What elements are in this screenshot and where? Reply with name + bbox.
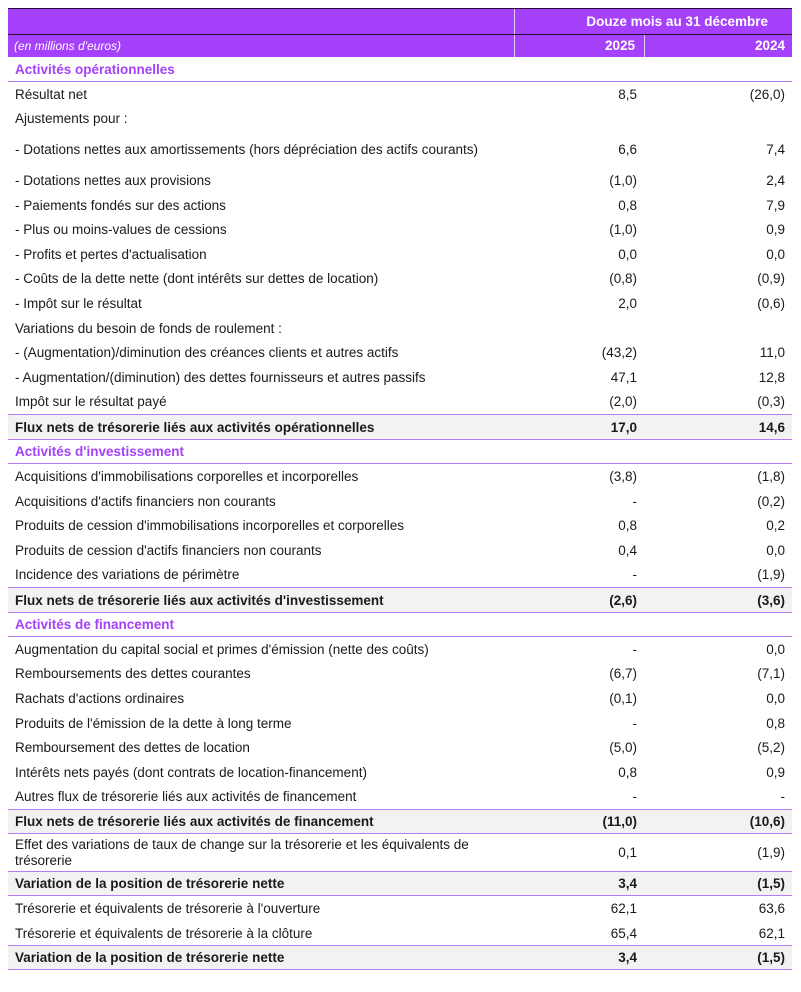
table-row [8, 785, 792, 810]
value-2025: (11,0) [602, 814, 637, 830]
value-2024: 2,4 [766, 172, 785, 188]
section-title: Activités d'investissement [15, 444, 185, 460]
row-label: Impôt sur le résultat payé [15, 394, 167, 410]
header-unit-label: (en millions d'euros) [8, 35, 515, 57]
row-label: Variation de la position de trésorerie nette [15, 950, 285, 966]
value-2025: (1,0) [609, 172, 637, 188]
value-2025: 0,8 [618, 518, 637, 534]
row-label: Variation de la position de trésorerie nette [15, 876, 285, 892]
table-row [8, 291, 792, 316]
value-2025: (0,8) [609, 271, 637, 287]
header-year-2024: 2024 [754, 38, 785, 53]
row-label: - Plus ou moins-values de cessions [15, 222, 227, 238]
value-2025: (2,6) [609, 592, 637, 608]
table-row [8, 686, 792, 711]
section-header-row [8, 57, 792, 82]
value-2025: - [632, 641, 637, 657]
table-row [8, 316, 792, 341]
value-2024: 63,6 [758, 901, 785, 917]
value-2025: - [632, 493, 637, 509]
row-label: Flux nets de trésorerie liés aux activités de financement [15, 814, 374, 830]
value-2025: (43,2) [601, 345, 637, 361]
value-2025: 17,0 [610, 419, 637, 435]
total-row [8, 871, 792, 896]
value-2024: (1,9) [757, 844, 785, 860]
value-2024: 62,1 [758, 925, 785, 941]
row-label: - Augmentation/(diminution) des dettes fournisseurs et autres passifs [15, 369, 426, 385]
value-2025: 6,6 [618, 141, 637, 157]
table-row [8, 711, 792, 736]
total-row [8, 809, 792, 834]
value-2025: - [632, 789, 637, 805]
row-label: Autres flux de trésorerie liés aux activités de financement [15, 789, 357, 805]
value-2024: (26,0) [749, 86, 785, 102]
value-2024: (0,9) [757, 271, 785, 287]
value-2025: 3,4 [618, 876, 637, 892]
value-2025: (6,7) [609, 666, 637, 682]
total-row [8, 945, 792, 970]
row-label: Ajustements pour : [15, 111, 128, 127]
value-2025: (3,8) [609, 468, 637, 484]
row-label: Acquisitions d'actifs financiers non courants [15, 493, 276, 509]
row-label: Résultat net [15, 86, 88, 102]
table-row [8, 193, 792, 218]
header-blank-cell [8, 9, 515, 34]
row-label: Incidence des variations de périmètre [15, 567, 240, 583]
value-2025: 0,0 [618, 246, 637, 262]
row-label: - (Augmentation)/diminution des créances clients et autres actifs [15, 345, 399, 361]
section-header-row [8, 439, 792, 464]
table-row [8, 168, 792, 193]
total-row [8, 587, 792, 612]
table-row [8, 760, 792, 785]
value-2025: (0,1) [609, 691, 637, 707]
table-row [8, 390, 792, 415]
table-row [8, 82, 792, 107]
row-label: Produits de cession d'actifs financiers non courants [15, 542, 322, 558]
value-2024: 0,8 [766, 715, 785, 731]
header-year-2025: 2025 [515, 35, 645, 57]
row-label: Remboursement des dettes de location [15, 740, 250, 756]
row-label: - Dotations nettes aux provisions [15, 172, 211, 188]
table-row [8, 217, 792, 242]
value-2024: (1,8) [757, 468, 785, 484]
value-2024: 11,0 [759, 345, 785, 361]
value-2025: 0,1 [618, 844, 637, 860]
value-2025: 47,1 [610, 369, 637, 385]
row-label: Intérêts nets payés (dont contrats de location-financement) [15, 764, 367, 780]
table-row [8, 735, 792, 760]
value-2025: (5,0) [609, 740, 637, 756]
row-label: - Paiements fondés sur des actions [15, 197, 226, 213]
value-2024: 0,0 [766, 542, 785, 558]
table-header-period-row [8, 8, 792, 34]
value-2024: (0,2) [757, 493, 785, 509]
table-row [8, 538, 792, 563]
value-2024: 0,0 [766, 246, 785, 262]
value-2025: 0,8 [618, 197, 637, 213]
value-2025: - [632, 715, 637, 731]
value-2024: (1,9) [757, 567, 785, 583]
value-2024: (0,3) [757, 394, 785, 410]
table-row [8, 896, 792, 921]
row-label: Flux nets de trésorerie liés aux activités d'investissement [15, 592, 384, 608]
table-row [8, 365, 792, 390]
row-label: - Dotations nettes aux amortissements (hors dépréciation des actifs courants) [15, 141, 478, 157]
row-label: Augmentation du capital social et primes d'émission (nette des coûts) [15, 641, 429, 657]
row-label: Effet des variations de taux de change sur la trésorerie et les équivalents de trésorerie [15, 836, 469, 868]
value-2025: (1,0) [609, 222, 637, 238]
value-2024: (10,6) [749, 814, 785, 830]
table-row [8, 107, 792, 132]
value-2024: 0,0 [766, 691, 785, 707]
value-2024: 0,2 [766, 518, 785, 534]
value-2024: 0,9 [766, 222, 785, 238]
value-2024: (1,5) [757, 876, 785, 892]
value-2025: 62,1 [610, 901, 637, 917]
value-2024: (0,6) [757, 295, 785, 311]
table-row [8, 637, 792, 662]
table-row [8, 340, 792, 365]
row-label: - Impôt sur le résultat [15, 295, 142, 311]
row-label: Rachats d'actions ordinaires [15, 691, 185, 707]
cash-flow-table [8, 8, 792, 970]
table-row [8, 131, 792, 168]
row-label: Trésorerie et équivalents de trésorerie à l'ouverture [15, 901, 321, 917]
table-row [8, 513, 792, 538]
table-row [8, 834, 792, 871]
section-header-row [8, 612, 792, 637]
row-label: Acquisitions d'immobilisations corporelles et incorporelles [15, 468, 359, 484]
table-row [8, 921, 792, 946]
table-row [8, 242, 792, 267]
value-2025: 2,0 [618, 295, 637, 311]
table-row [8, 464, 792, 489]
value-2024: - [780, 789, 785, 805]
value-2024: (1,5) [757, 950, 785, 966]
row-label: Trésorerie et équivalents de trésorerie à la clôture [15, 925, 313, 941]
value-2025: 65,4 [610, 925, 637, 941]
table-body [8, 57, 792, 970]
value-2025: (2,0) [609, 394, 637, 410]
value-2024: 7,4 [766, 141, 785, 157]
row-label: Flux nets de trésorerie liés aux activités opérationnelles [15, 419, 375, 435]
value-2024: (7,1) [757, 666, 785, 682]
value-2025: 8,5 [618, 86, 637, 102]
value-2024: 0,9 [766, 764, 785, 780]
row-label: Remboursements des dettes courantes [15, 666, 251, 682]
row-label: Produits de cession d'immobilisations incorporelles et corporelles [15, 518, 405, 534]
table-header-year-row [8, 34, 792, 57]
value-2024: 7,9 [766, 197, 785, 213]
value-2025: 0,8 [618, 764, 637, 780]
table-row [8, 662, 792, 687]
value-2024: 12,8 [758, 369, 785, 385]
value-2024: 0,0 [766, 641, 785, 657]
table-row [8, 267, 792, 292]
value-2024: (3,6) [757, 592, 785, 608]
total-row [8, 414, 792, 439]
table-row [8, 563, 792, 588]
row-label: - Coûts de la dette nette (dont intérêts sur dettes de location) [15, 271, 379, 287]
header-period-label: Douze mois au 31 décembre [586, 14, 768, 29]
value-2025: - [632, 567, 637, 583]
row-label: Produits de l'émission de la dette à long terme [15, 715, 292, 731]
table-row [8, 489, 792, 514]
section-title: Activités opérationnelles [15, 61, 175, 77]
section-title: Activités de financement [15, 617, 175, 633]
value-2024: (5,2) [757, 740, 785, 756]
row-label: Variations du besoin de fonds de roulement : [15, 320, 282, 336]
value-2025: 0,4 [618, 542, 637, 558]
row-label: - Profits et pertes d'actualisation [15, 246, 207, 262]
value-2025: 3,4 [618, 950, 637, 966]
value-2024: 14,6 [758, 419, 785, 435]
